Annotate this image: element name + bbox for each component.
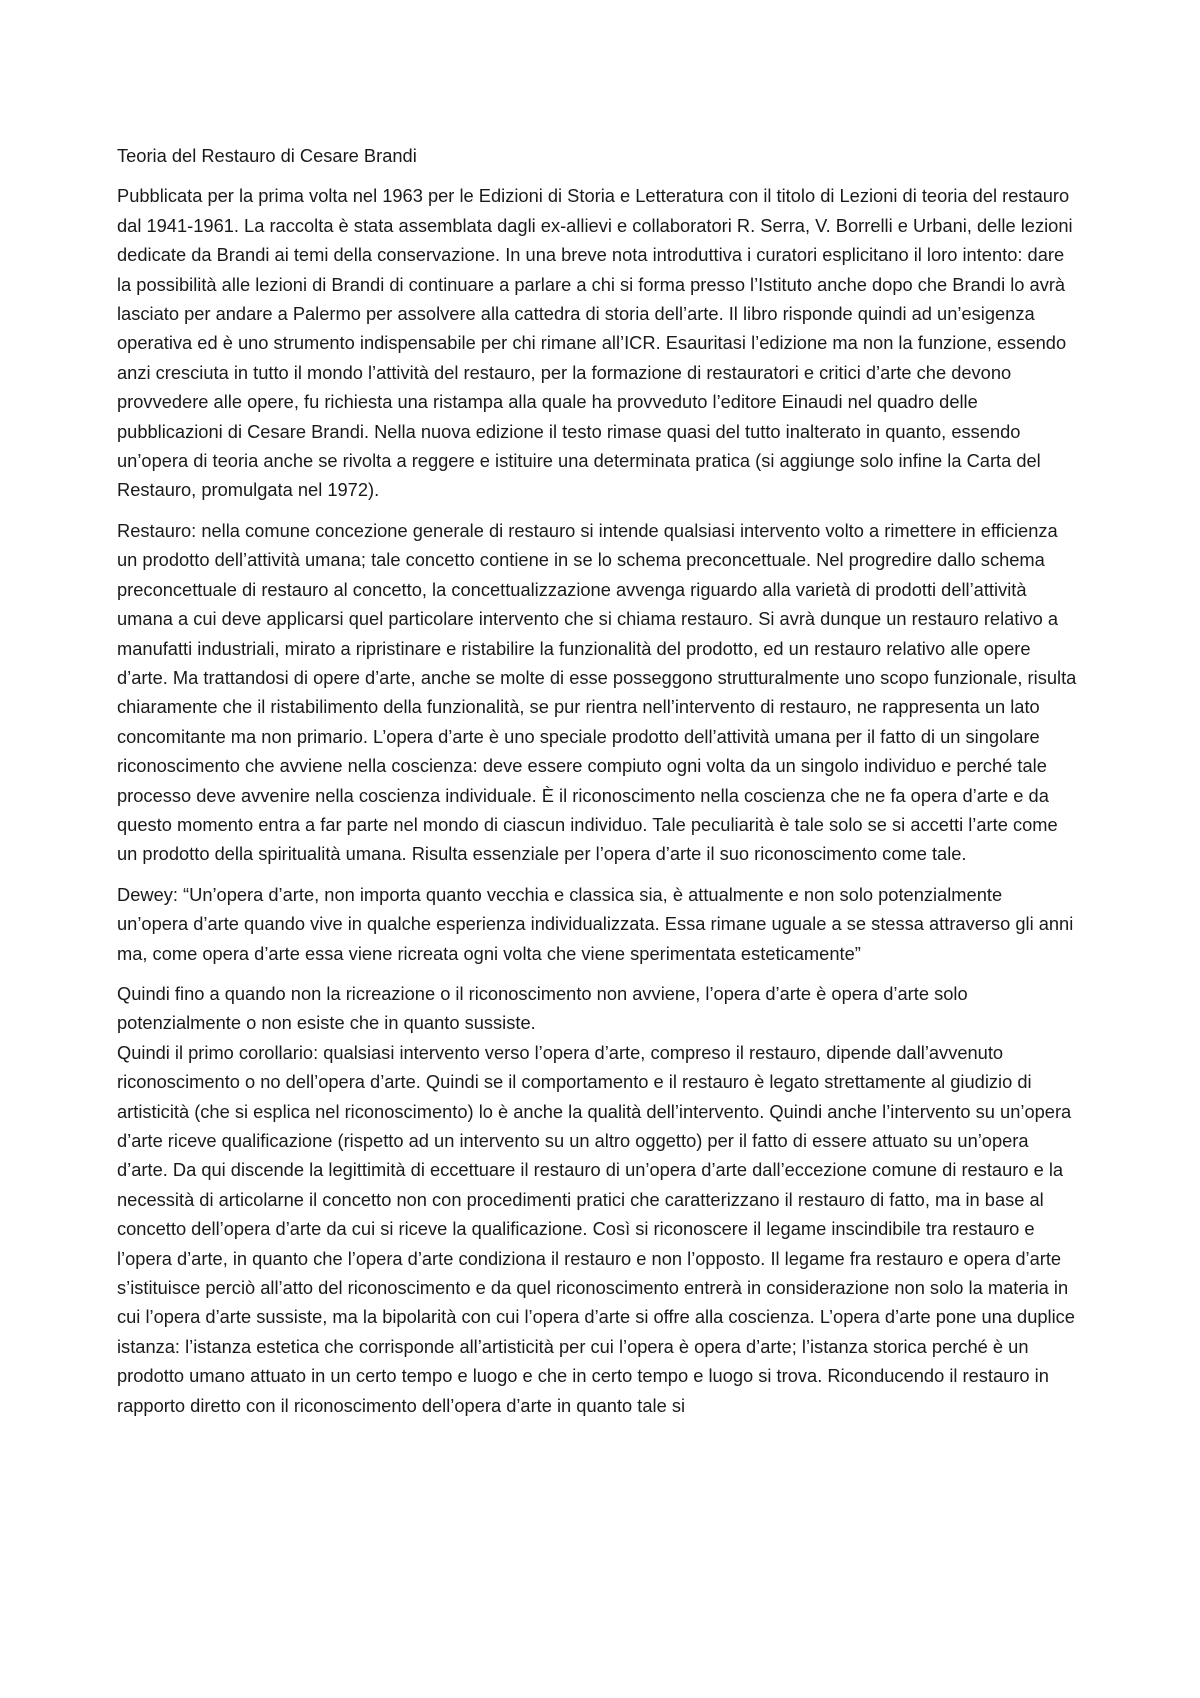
paragraph-publication: Pubblicata per la prima volta nel 1963 per le Edizioni di Storia e Letteratura con il titolo di Lezioni di teoria del restauro dal 1941-1961. La raccolta è stata assemblata dagli ex-allievi e collaboratori R. Serra, V. Borrelli e Urbani, delle lezioni dedicate da Brandi ai temi della conservazione. In una breve nota introduttiva i curatori esplicitano il loro intento: dare la possibilità alle lezioni di Brandi di continuare a parlare a chi si forma presso l’Istituto anche dopo che Brandi lo avrà lasciato per andare a Palermo per assolvere alla cattedra di storia dell’arte. Il libro risponde quindi ad un’esigenza operativa ed è uno strumento indispensabile per chi rimane all’ICR. Esauritasi l’edizione ma non la funzione, essendo anzi cresciuta in tutto il mondo l’attività del restauro, per la formazione di restauratori e critici d’arte che devono provvedere alle opere, fu richiesta una ristampa alla quale ha provveduto l’editore Einaudi nel quadro delle pubblicazioni di Cesare Brandi. Nella nuova edizione il testo rimase quasi del tutto inalterato in quanto, essendo un’opera di teoria anche se rivolta a reggere e istituire una determinata pratica (si aggiunge solo infine la Carta del Restauro, promulgata nel 1972).: [117, 185, 1073, 501]
paragraph-dewey-quote: Dewey: “Un’opera d’arte, non importa quanto vecchia e classica sia, è attualmente e non solo potenzialmente un’opera d’arte quando vive in qualche esperienza individualizzata. Essa rimane uguale a se stessa attraverso gli anni ma, come opera d’arte essa viene ricreata ogni volta che viene sperimentata esteticamente”: [117, 883, 1074, 964]
paragraph-quindi-fino: Quindi fino a quando non la ricreazione o il riconoscimento non avviene, l’opera d’arte è opera d’arte solo potenzialmente o non esiste che in quanto sussiste.: [117, 982, 968, 1034]
paragraph-restauro: Restauro: nella comune concezione generale di restauro si intende qualsiasi intervento volto a rimettere in efficienza un prodotto dell’attività umana; tale concetto contiene in se lo schema preconcettuale. Nel progredire dallo schema preconcettuale di restauro al concetto, la concettualizzazione avvenga riguardo alla varietà di prodotti dell’attività umana a cui deve applicarsi quel particolare intervento che si chiama restauro. Si avrà dunque un restauro relativo a manufatti industriali, mirato a ripristinare e ristabilire la funzionalità del prodotto, ed un restauro relativo alle opere d’arte. Ma trattandosi di opere d’arte, anche se molte di esse posseggono strutturalmente uno scopo funzionale, risulta chiaramente che il ristabilimento della funzionalità, se pur rientra nell’intervento di restauro, ne rappresenta un lato concomitante ma non primario. L’opera d’arte è uno speciale prodotto dell’attività umana per il fatto di un singolare riconoscimento che avviene nella coscienza: deve essere compiuto ogni volta da un singolo individuo e perché tale processo deve avvenire nella coscienza individuale. È il riconoscimento nella coscienza che ne fa opera d’arte e da questo momento entra a far parte nel mondo di ciascun individuo. Tale peculiarità è tale solo se si accetti l’arte come un prodotto della spiritualità umana. Risulta essenziale per l’opera d’arte il suo riconoscimento come tale.: [117, 519, 1077, 865]
paragraph-primo-corollario: Quindi il primo corollario: qualsiasi intervento verso l’opera d’arte, compreso il restauro, dipende dall’avvenuto riconoscimento o no dell’opera d’arte. Quindi se il comportamento e il restauro è legato strettamente al giudizio di artisticità (che si esplica nel riconoscimento) lo è anche la qualità dell’intervento. Quindi anche l’intervento su un’opera d’arte riceve qualificazione (rispetto ad un intervento su un altro oggetto) per il fatto di essere attuato su un’opera d’arte. Da qui discende la legittimità di eccettuare il restauro di un’opera d’arte dall’eccezione comune di restauro e la necessità di articolarne il concetto non con procedimenti pratici che caratterizzano il restauro di fatto, ma in base al concetto dell’opera d’arte da cui si riceve la qualificazione. Così si riconoscere il legame inscindibile tra restauro e l’opera d’arte, in quanto che l’opera d’arte condiziona il restauro e non l’opposto. Il legame fra restauro e opera d’arte s’istituisce perciò all’atto del riconoscimento e da quel riconoscimento entrerà in considerazione non solo la materia in cui l’opera d’arte sussiste, ma la bipolarità con cui l’opera d’arte si offre alla coscienza. L’opera d’arte pone una duplice istanza: l’istanza estetica che corrisponde all’artisticità per cui l’opera è opera d’arte; l’istanza storica perché è un prodotto umano attuato in un certo tempo e luogo e che in certo tempo e luogo si trova. Riconducendo il restauro in rapporto diretto con il riconoscimento dell’opera d’arte in quanto tale si: [117, 1041, 1075, 1416]
document-page: [117, 141, 1077, 1431]
document-title: Teoria del Restauro di Cesare Brandi: [117, 145, 417, 166]
